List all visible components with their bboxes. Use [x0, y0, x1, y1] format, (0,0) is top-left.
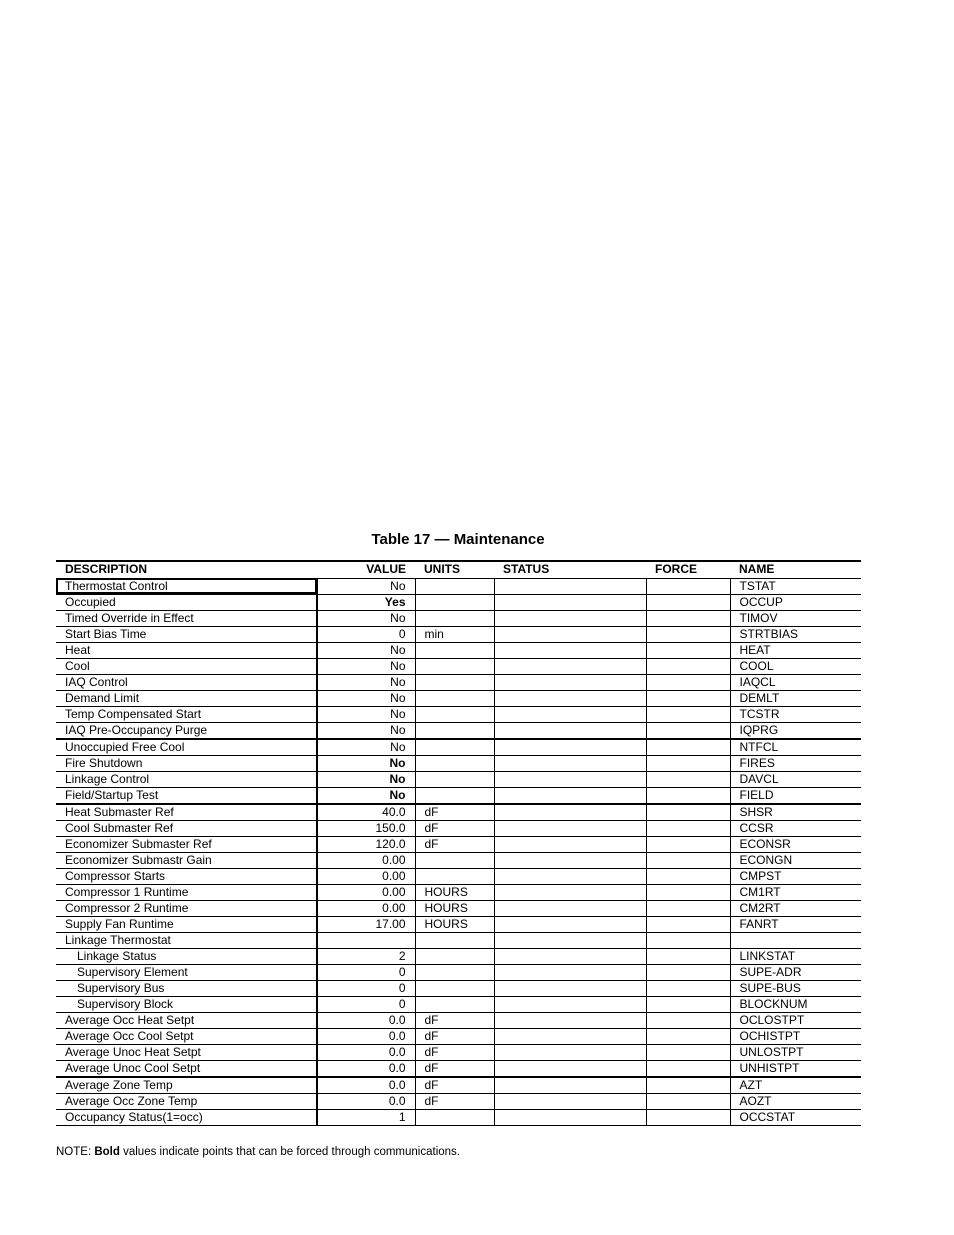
cell-description: Cool — [56, 658, 317, 674]
cell-units — [415, 674, 494, 690]
table-row — [56, 868, 861, 884]
table-row — [56, 852, 861, 868]
note-prefix: NOTE: — [56, 1146, 95, 1158]
cell-value: 40.0 — [317, 804, 415, 821]
cell-name: SHSR — [730, 804, 861, 821]
cell-force — [646, 1028, 730, 1044]
table-title: Table 17 — Maintenance — [371, 531, 545, 548]
table-note — [56, 1145, 460, 1160]
cell-description: Compressor Starts — [56, 868, 317, 884]
cell-name: CM2RT — [730, 900, 861, 916]
cell-value: 150.0 — [317, 820, 415, 836]
cell-units: dF — [415, 1028, 494, 1044]
table-row — [56, 1093, 861, 1109]
header-units: UNITS — [415, 561, 494, 578]
cell-units — [415, 771, 494, 787]
cell-value: 0.00 — [317, 868, 415, 884]
cell-status — [494, 868, 646, 884]
cell-units — [415, 996, 494, 1012]
cell-value: 0.00 — [317, 852, 415, 868]
cell-force — [646, 787, 730, 804]
cell-status — [494, 739, 646, 756]
cell-force — [646, 642, 730, 658]
cell-force — [646, 852, 730, 868]
cell-units — [415, 578, 494, 594]
cell-description: Average Occ Zone Temp — [56, 1093, 317, 1109]
table-row — [56, 578, 861, 594]
cell-status — [494, 578, 646, 594]
cell-name: ECONSR — [730, 836, 861, 852]
cell-name: CCSR — [730, 820, 861, 836]
cell-description: Occupancy Status(1=occ) — [56, 1109, 317, 1125]
cell-name: CM1RT — [730, 884, 861, 900]
table-row — [56, 948, 861, 964]
cell-units — [415, 739, 494, 756]
cell-name: IQPRG — [730, 722, 861, 739]
table-row — [56, 787, 861, 804]
cell-name: OCLOSTPT — [730, 1012, 861, 1028]
cell-units: min — [415, 626, 494, 642]
cell-status — [494, 642, 646, 658]
cell-force — [646, 900, 730, 916]
cell-description: Demand Limit — [56, 690, 317, 706]
cell-units: dF — [415, 804, 494, 821]
table-row — [56, 626, 861, 642]
cell-force — [646, 610, 730, 626]
cell-status — [494, 1077, 646, 1094]
cell-units — [415, 690, 494, 706]
table-row — [56, 836, 861, 852]
cell-name: FIELD — [730, 787, 861, 804]
header-description: DESCRIPTION — [56, 561, 317, 578]
cell-status — [494, 1044, 646, 1060]
cell-force — [646, 739, 730, 756]
table-row — [56, 996, 861, 1012]
note-suffix: values indicate points that can be forced through communications. — [119, 1146, 460, 1158]
cell-force — [646, 1109, 730, 1125]
cell-description: Supervisory Block — [56, 996, 317, 1012]
cell-name: DAVCL — [730, 771, 861, 787]
cell-units — [415, 610, 494, 626]
table-row — [56, 1060, 861, 1077]
cell-description: Unoccupied Free Cool — [56, 739, 317, 756]
cell-description: Start Bias Time — [56, 626, 317, 642]
maintenance-table — [56, 560, 861, 1126]
table-row — [56, 1028, 861, 1044]
table-row — [56, 610, 861, 626]
cell-value: No — [317, 610, 415, 626]
cell-force — [646, 1060, 730, 1077]
cell-value: 0.00 — [317, 900, 415, 916]
cell-name: DEMLT — [730, 690, 861, 706]
cell-value: 0.0 — [317, 1028, 415, 1044]
cell-units — [415, 980, 494, 996]
cell-value: 0.0 — [317, 1093, 415, 1109]
cell-status — [494, 658, 646, 674]
cell-value: No — [317, 739, 415, 756]
cell-description: Average Unoc Cool Setpt — [56, 1060, 317, 1077]
cell-units — [415, 1109, 494, 1125]
table-row — [56, 1077, 861, 1094]
cell-force — [646, 964, 730, 980]
cell-status — [494, 804, 646, 821]
cell-force — [646, 722, 730, 739]
cell-description: Heat — [56, 642, 317, 658]
cell-units — [415, 706, 494, 722]
table-row — [56, 690, 861, 706]
cell-value: No — [317, 578, 415, 594]
cell-description: Compressor 1 Runtime — [56, 884, 317, 900]
cell-name: UNHISTPT — [730, 1060, 861, 1077]
cell-units — [415, 594, 494, 610]
cell-value: No — [317, 690, 415, 706]
cell-value: 0 — [317, 996, 415, 1012]
cell-name: AZT — [730, 1077, 861, 1094]
cell-force — [646, 626, 730, 642]
cell-description: Heat Submaster Ref — [56, 804, 317, 821]
table-row — [56, 658, 861, 674]
note-bold-word: Bold — [94, 1146, 120, 1158]
cell-value: 0 — [317, 980, 415, 996]
cell-units: HOURS — [415, 916, 494, 932]
cell-force — [646, 706, 730, 722]
cell-name: TIMOV — [730, 610, 861, 626]
cell-status — [494, 722, 646, 739]
cell-name: HEAT — [730, 642, 861, 658]
cell-description: IAQ Pre-Occupancy Purge — [56, 722, 317, 739]
cell-force — [646, 836, 730, 852]
cell-name: FANRT — [730, 916, 861, 932]
cell-value: 2 — [317, 948, 415, 964]
cell-description: Supervisory Element — [56, 964, 317, 980]
cell-value: No — [317, 771, 415, 787]
cell-value — [317, 932, 415, 948]
cell-value: 0.0 — [317, 1044, 415, 1060]
table-row — [56, 964, 861, 980]
header-status: STATUS — [494, 561, 646, 578]
cell-status — [494, 836, 646, 852]
cell-status — [494, 884, 646, 900]
cell-status — [494, 1093, 646, 1109]
cell-status — [494, 674, 646, 690]
cell-name: CMPST — [730, 868, 861, 884]
cell-units — [415, 787, 494, 804]
cell-description: Average Occ Cool Setpt — [56, 1028, 317, 1044]
cell-name: BLOCKNUM — [730, 996, 861, 1012]
cell-description: Thermostat Control — [56, 578, 317, 594]
table-row — [56, 916, 861, 932]
cell-status — [494, 932, 646, 948]
table-row — [56, 1109, 861, 1125]
cell-name: NTFCL — [730, 739, 861, 756]
cell-value: 120.0 — [317, 836, 415, 852]
cell-value: 17.00 — [317, 916, 415, 932]
cell-name: TCSTR — [730, 706, 861, 722]
cell-force — [646, 804, 730, 821]
cell-status — [494, 690, 646, 706]
cell-force — [646, 674, 730, 690]
cell-status — [494, 1028, 646, 1044]
cell-units — [415, 932, 494, 948]
cell-description: Average Unoc Heat Setpt — [56, 1044, 317, 1060]
table-row — [56, 674, 861, 690]
cell-force — [646, 594, 730, 610]
cell-name: SUPE-BUS — [730, 980, 861, 996]
cell-value: 0.0 — [317, 1077, 415, 1094]
cell-value: No — [317, 787, 415, 804]
cell-description: Timed Override in Effect — [56, 610, 317, 626]
cell-units: dF — [415, 836, 494, 852]
cell-units — [415, 642, 494, 658]
cell-name: FIRES — [730, 755, 861, 771]
cell-status — [494, 900, 646, 916]
cell-description: Supply Fan Runtime — [56, 916, 317, 932]
cell-status — [494, 980, 646, 996]
table-row — [56, 771, 861, 787]
cell-status — [494, 996, 646, 1012]
cell-force — [646, 948, 730, 964]
cell-status — [494, 852, 646, 868]
header-force: FORCE — [646, 561, 730, 578]
cell-force — [646, 1077, 730, 1094]
cell-status — [494, 916, 646, 932]
cell-name: AOZT — [730, 1093, 861, 1109]
cell-description: Linkage Control — [56, 771, 317, 787]
cell-status — [494, 1060, 646, 1077]
table-row — [56, 900, 861, 916]
cell-status — [494, 964, 646, 980]
cell-units: HOURS — [415, 884, 494, 900]
cell-force — [646, 771, 730, 787]
cell-status — [494, 948, 646, 964]
cell-value: 0.00 — [317, 884, 415, 900]
cell-name: STRTBIAS — [730, 626, 861, 642]
cell-name: UNLOSTPT — [730, 1044, 861, 1060]
table-row — [56, 706, 861, 722]
cell-value: 0 — [317, 626, 415, 642]
cell-description: Fire Shutdown — [56, 755, 317, 771]
cell-description: Economizer Submaster Ref — [56, 836, 317, 852]
cell-units: dF — [415, 1093, 494, 1109]
cell-name: COOL — [730, 658, 861, 674]
cell-units — [415, 852, 494, 868]
cell-description: Average Zone Temp — [56, 1077, 317, 1094]
cell-description: Linkage Thermostat — [56, 932, 317, 948]
header-value: VALUE — [317, 561, 415, 578]
cell-description: Temp Compensated Start — [56, 706, 317, 722]
cell-force — [646, 916, 730, 932]
cell-value: 0 — [317, 964, 415, 980]
cell-units: dF — [415, 1060, 494, 1077]
cell-value: No — [317, 706, 415, 722]
cell-force — [646, 996, 730, 1012]
cell-force — [646, 884, 730, 900]
cell-status — [494, 594, 646, 610]
cell-status — [494, 626, 646, 642]
cell-force — [646, 868, 730, 884]
cell-force — [646, 690, 730, 706]
table-row — [56, 1012, 861, 1028]
cell-units — [415, 755, 494, 771]
table-row — [56, 820, 861, 836]
cell-status — [494, 755, 646, 771]
cell-units — [415, 722, 494, 739]
cell-name: TSTAT — [730, 578, 861, 594]
cell-units: HOURS — [415, 900, 494, 916]
cell-value: 0.0 — [317, 1060, 415, 1077]
table-row — [56, 804, 861, 821]
cell-name — [730, 932, 861, 948]
cell-status — [494, 787, 646, 804]
cell-description: IAQ Control — [56, 674, 317, 690]
cell-name: SUPE-ADR — [730, 964, 861, 980]
table-row — [56, 1044, 861, 1060]
cell-description: Supervisory Bus — [56, 980, 317, 996]
cell-status — [494, 610, 646, 626]
cell-name: OCCSTAT — [730, 1109, 861, 1125]
cell-description: Occupied — [56, 594, 317, 610]
cell-value: Yes — [317, 594, 415, 610]
table-row — [56, 932, 861, 948]
table-row — [56, 755, 861, 771]
cell-units: dF — [415, 1044, 494, 1060]
cell-units: dF — [415, 820, 494, 836]
table-body — [56, 578, 861, 1125]
cell-value: 1 — [317, 1109, 415, 1125]
cell-units — [415, 868, 494, 884]
table-row — [56, 594, 861, 610]
cell-description: Field/Startup Test — [56, 787, 317, 804]
cell-status — [494, 820, 646, 836]
cell-status — [494, 1012, 646, 1028]
cell-force — [646, 658, 730, 674]
table-row — [56, 980, 861, 996]
cell-value: 0.0 — [317, 1012, 415, 1028]
header-name: NAME — [730, 561, 861, 578]
cell-status — [494, 706, 646, 722]
cell-description: Economizer Submastr Gain — [56, 852, 317, 868]
cell-units — [415, 964, 494, 980]
cell-force — [646, 932, 730, 948]
cell-name: OCHISTPT — [730, 1028, 861, 1044]
cell-name: IAQCL — [730, 674, 861, 690]
cell-force — [646, 755, 730, 771]
cell-units — [415, 948, 494, 964]
cell-name: ECONGN — [730, 852, 861, 868]
cell-value: No — [317, 658, 415, 674]
cell-force — [646, 980, 730, 996]
cell-value: No — [317, 722, 415, 739]
cell-units — [415, 658, 494, 674]
cell-description: Cool Submaster Ref — [56, 820, 317, 836]
cell-description: Compressor 2 Runtime — [56, 900, 317, 916]
cell-force — [646, 820, 730, 836]
cell-status — [494, 771, 646, 787]
cell-description: Linkage Status — [56, 948, 317, 964]
cell-name: LINKSTAT — [730, 948, 861, 964]
header-row — [56, 561, 861, 578]
table-row — [56, 739, 861, 756]
cell-value: No — [317, 642, 415, 658]
cell-value: No — [317, 674, 415, 690]
cell-units: dF — [415, 1012, 494, 1028]
table-row — [56, 884, 861, 900]
cell-force — [646, 1093, 730, 1109]
cell-force — [646, 578, 730, 594]
cell-description: Average Occ Heat Setpt — [56, 1012, 317, 1028]
cell-force — [646, 1044, 730, 1060]
table-row — [56, 642, 861, 658]
cell-status — [494, 1109, 646, 1125]
table-row — [56, 722, 861, 739]
cell-name: OCCUP — [730, 594, 861, 610]
cell-force — [646, 1012, 730, 1028]
cell-units: dF — [415, 1077, 494, 1094]
cell-value: No — [317, 755, 415, 771]
